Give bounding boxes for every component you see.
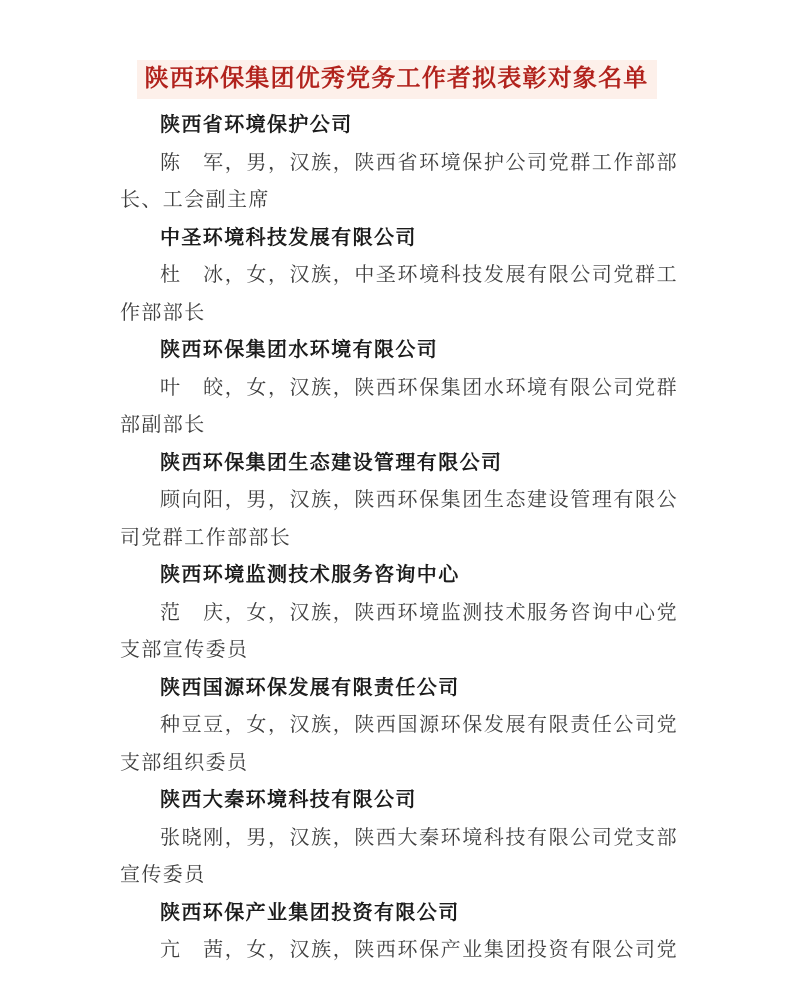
company-heading: 陕西环保产业集团投资有限公司 [160,901,460,924]
person-entry: 陈 军，男，汉族，陕西省环境保护公司党群工作部部长、工会副主席 [120,151,678,212]
document-title: 陕西环保集团优秀党务工作者拟表彰对象名单 [137,60,657,99]
person-entry: 杜 冰，女，汉族，中圣环境科技发展有限公司党群工作部部长 [120,264,678,324]
section [120,445,678,558]
company-heading: 陕西环保集团生态建设管理有限公司 [160,451,503,474]
section [120,895,678,970]
document-body [120,107,678,970]
company-heading: 陕西环境监测技术服务咨询中心 [160,564,460,587]
section [120,220,678,333]
section [120,107,678,220]
person-entry: 张晓刚，男，汉族，陕西大秦环境科技有限公司党支部宣传委员 [120,826,678,887]
person-entry: 范 庆，女，汉族，陕西环境监测技术服务咨询中心党支部宣传委员 [120,601,678,662]
section [120,557,678,670]
company-heading: 陕西省环境保护公司 [160,114,353,137]
person-entry: 种豆豆，女，汉族，陕西国源环保发展有限责任公司党支部组织委员 [120,714,678,774]
company-heading: 陕西环保集团水环境有限公司 [160,339,439,362]
section [120,782,678,895]
company-heading: 陕西国源环保发展有限责任公司 [160,676,460,699]
person-entry: 亢 茜，女，汉族，陕西环保产业集团投资有限公司党 [160,939,678,962]
section [120,670,678,783]
section [120,332,678,445]
company-heading: 中圣环境科技发展有限公司 [160,226,417,249]
person-entry: 叶 皎，女，汉族，陕西环保集团水环境有限公司党群部副部长 [120,376,678,437]
title-row [0,60,793,99]
company-heading: 陕西大秦环境科技有限公司 [160,789,417,812]
person-entry: 顾向阳，男，汉族，陕西环保集团生态建设管理有限公司党群工作部部长 [120,489,678,549]
